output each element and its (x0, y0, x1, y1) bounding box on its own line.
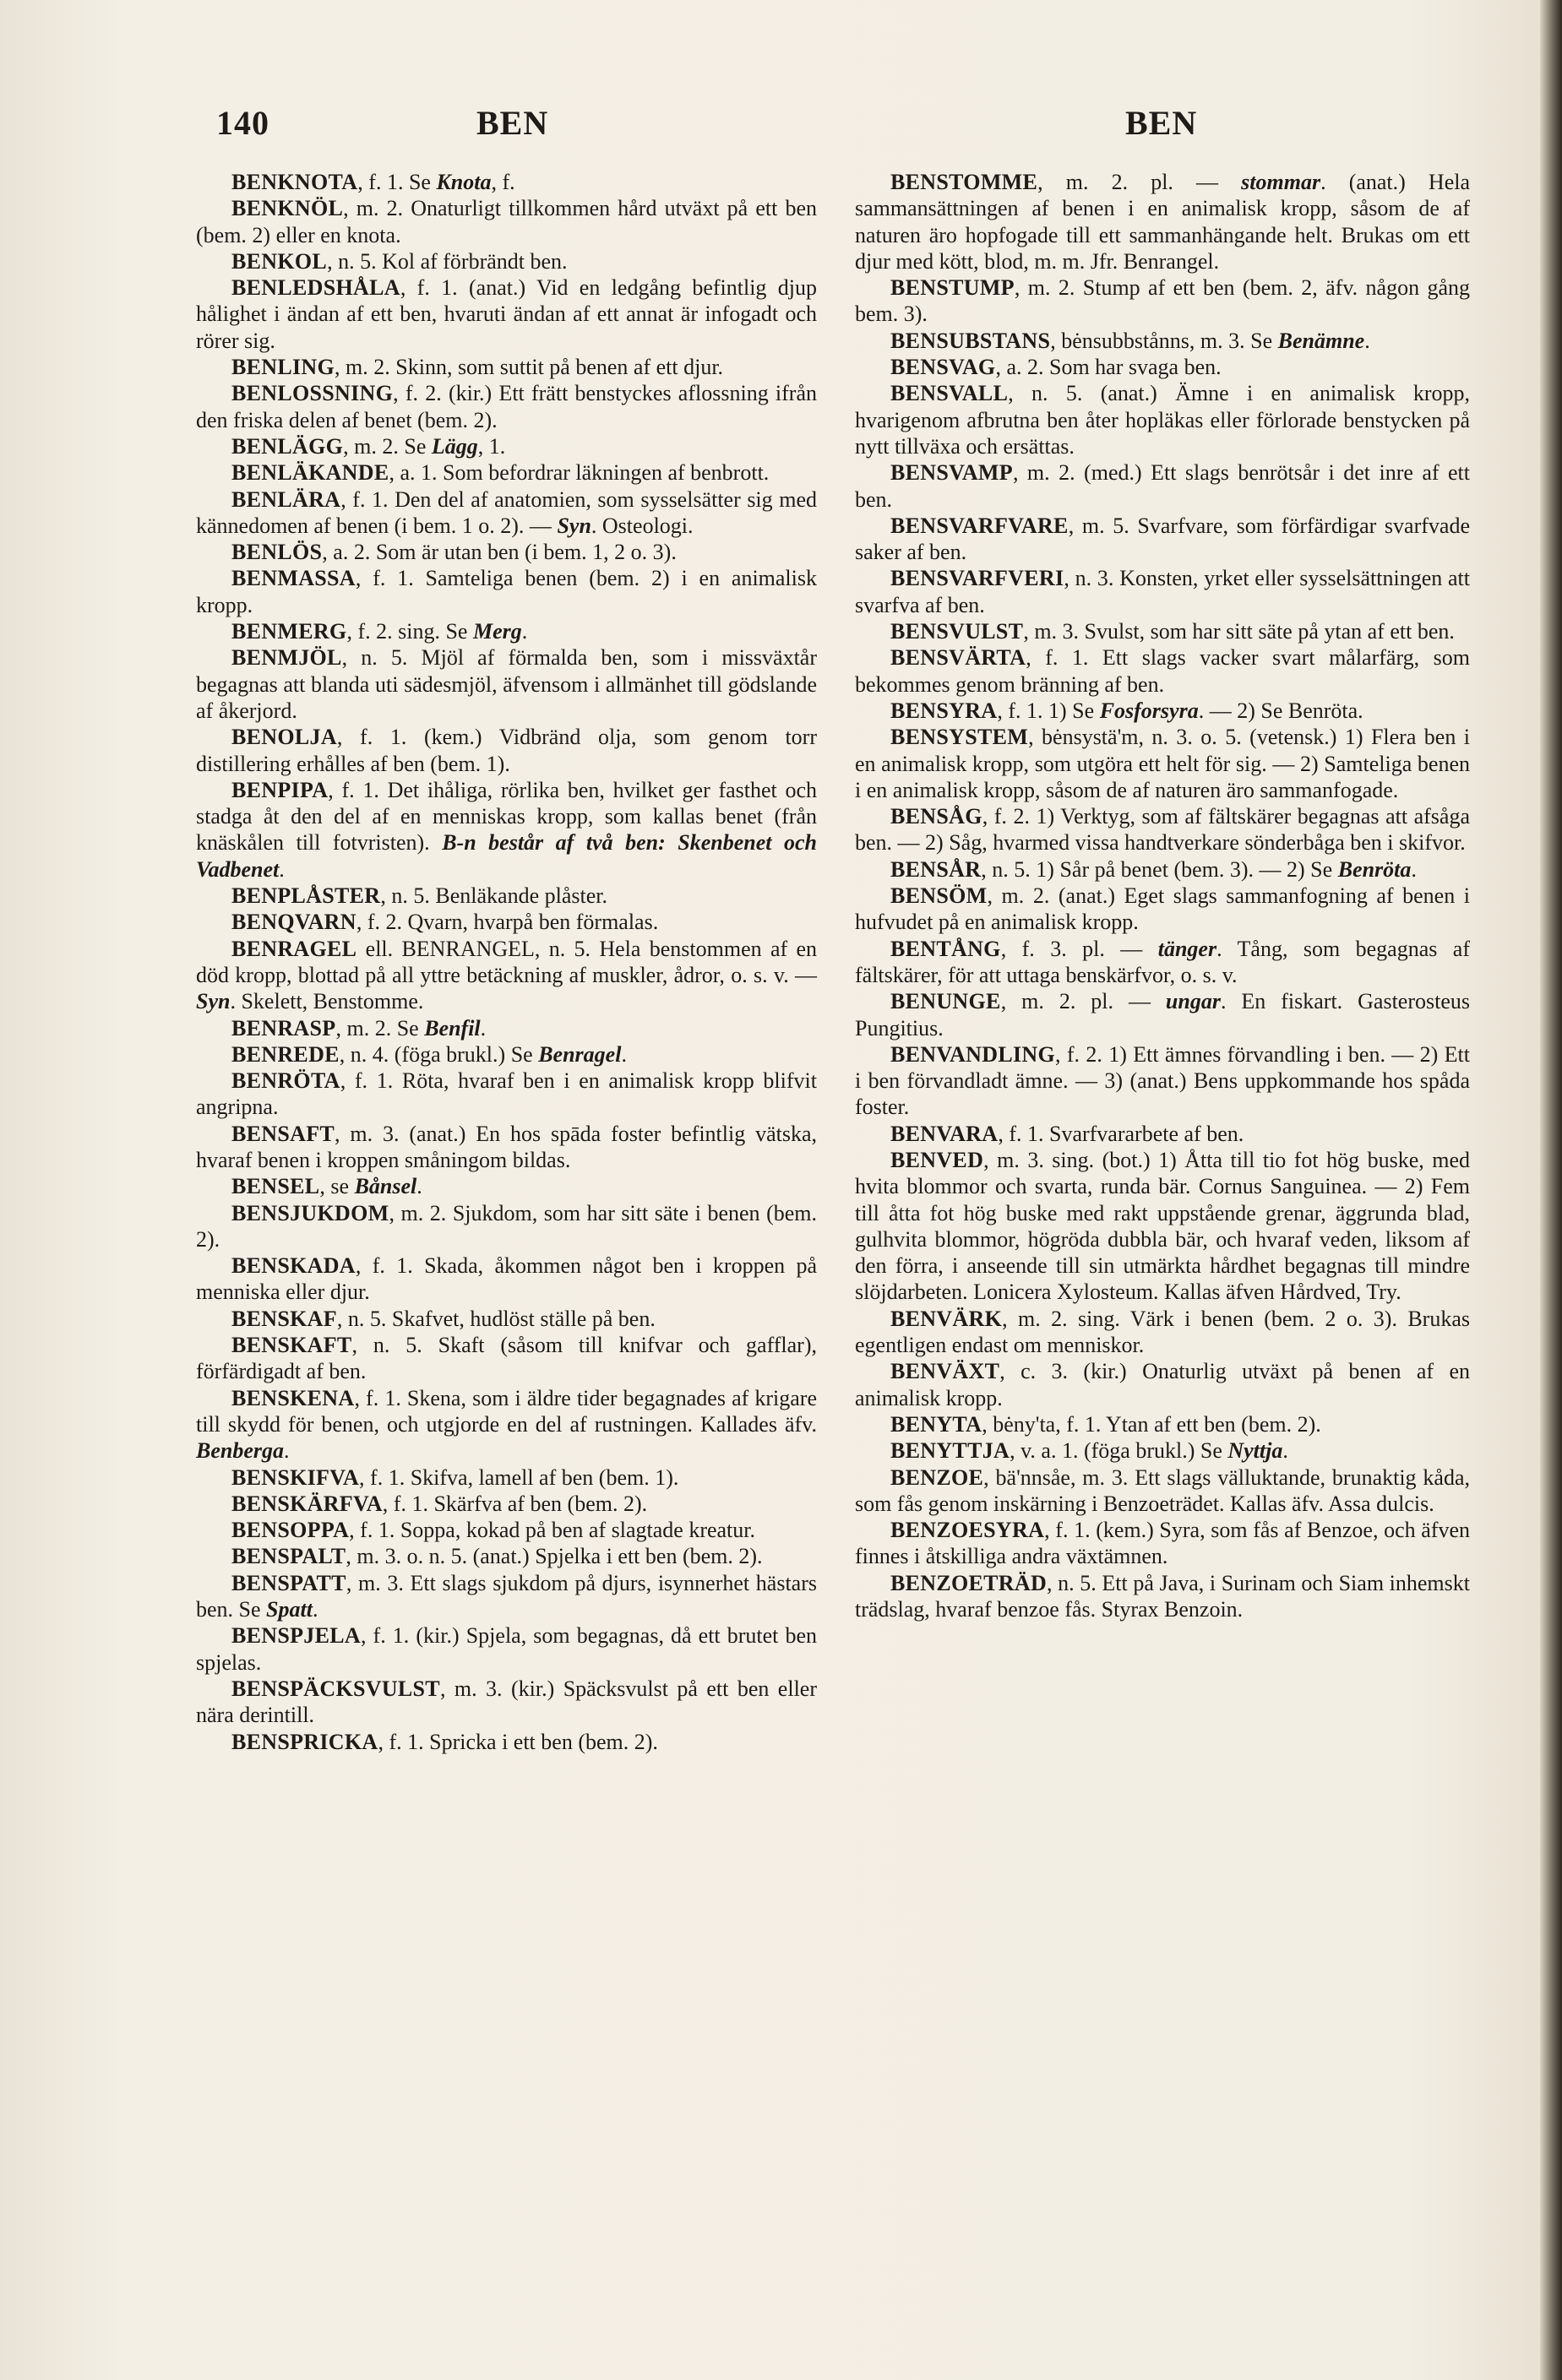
entry-definition-tail: . (521, 619, 528, 644)
entry-headword: BENSÖM (890, 883, 988, 909)
entry-definition: , n. 5. Mjöl af förmalda ben, som i missväxtår begagnas att blanda uti sädesmjöl, äfvensom i allmänhet till gödslande af åkerjord. (196, 645, 817, 723)
entry-definition: , f. 2. sing. Se (346, 619, 473, 644)
entry-definition-tail: . (1282, 1438, 1288, 1464)
entry-definition: , f. 1. (kir.) Spjela, som begagnas, då ett brutet ben spjelas. (196, 1623, 817, 1675)
entry-headword: BENLING (231, 355, 335, 380)
entry-cross-reference: ungar (1165, 989, 1221, 1014)
entry-definition: , bėny'ta, f. 1. Ytan af ett ben (bem. 2). (982, 1411, 1321, 1437)
page-number: 140 (216, 104, 269, 142)
entry-cross-reference: Knota (436, 170, 492, 194)
entry-headword: BENRAGEL (231, 936, 357, 961)
entry-definition: , m. 5. Svarfvare, som förfärdigar svarfvade saker af ben. (855, 513, 1470, 565)
entry-definition: , m. 2. Se (335, 1015, 425, 1041)
entry-headword: BENVANDLING (890, 1041, 1055, 1067)
entry-definition-tail: . (312, 1597, 318, 1622)
entry-headword: BENSKAFT (231, 1333, 352, 1358)
entry-definition-tail: . (284, 1438, 290, 1464)
entry-definition: , m. 3. (anat.) En hos spāda foster befintlig vätska, hvaraf benen i kroppen småningom bildas. (196, 1121, 817, 1172)
entry-definition: , f. 1. Skena, som i äldre tider begagnades af krigare till skydd för benen, och utgjorde en del af rustningen. Kallades äfv. (196, 1385, 817, 1437)
dictionary-entry (855, 1041, 1470, 1121)
entry-headword: BENVARA (890, 1121, 999, 1146)
left-running-head: BEN (476, 104, 549, 142)
dictionary-entry (196, 1543, 817, 1569)
entry-definition: , f. 1. Svarfvararbete af ben. (998, 1121, 1244, 1146)
entry-definition: , f. 1. Ett slags vacker svart målarfärg, som bekommes genom bränning af ben. (855, 645, 1470, 697)
dictionary-entry (855, 1306, 1470, 1359)
dictionary-entry (855, 883, 1470, 936)
dictionary-entry (196, 1729, 817, 1755)
entry-cross-reference: stommar (1241, 170, 1321, 194)
dictionary-entry (196, 539, 817, 565)
dictionary-entry (855, 1358, 1470, 1411)
entry-headword: BENSVAG (890, 355, 996, 380)
dictionary-entry (196, 1173, 817, 1199)
dictionary-entry (196, 169, 817, 195)
entry-definition: , n. 5. Skaft (såsom till knifvar och gafflar), förfärdigadt af ben. (196, 1333, 817, 1384)
entry-definition: , n. 5. Benläkande plåster. (380, 883, 607, 909)
entry-definition: , a. 2. Som har svaga ben. (995, 355, 1222, 380)
entry-cross-reference: Syn (557, 513, 591, 538)
entry-definition: , m. 2. sing. Värk i benen (bem. 2 o. 3). Brukas egentligen endast om menniskor. (855, 1306, 1470, 1358)
dictionary-entry (855, 513, 1470, 566)
entry-definition: , f. 1. Spricka i ett ben (bem. 2). (378, 1729, 658, 1754)
dictionary-entry (196, 1252, 817, 1306)
entry-definition: , a. 1. Som befordrar läkningen af benbrott. (389, 460, 770, 486)
entry-definition-tail: . — 2) Se Benröta. (1198, 698, 1363, 723)
entry-headword: BENSOPPA (231, 1518, 350, 1543)
entry-definition: , n. 5. Kol af förbrändt ben. (327, 248, 568, 274)
dictionary-entry (196, 459, 817, 486)
entry-cross-reference: Benragel (538, 1041, 622, 1067)
dictionary-entry (196, 1676, 817, 1729)
entry-headword: BENLEDSHÅLA (231, 275, 400, 301)
entry-definition: , a. 2. Som är utan ben (i bem. 1, 2 o. 3). (322, 540, 677, 565)
entry-headword: BENKOL (231, 248, 328, 274)
entry-definition: , m. 2. Onaturligt tillkommen hård utväxt på ett ben (bem. 2) eller en knota. (196, 196, 817, 247)
dictionary-entry (855, 724, 1470, 803)
dictionary-entry (196, 1570, 817, 1623)
entry-definition: , v. a. 1. (föga brukl.) Se (1010, 1438, 1228, 1464)
entry-cross-reference: tänger (1157, 936, 1217, 961)
dictionary-entry (855, 1437, 1470, 1464)
dictionary-entry (196, 380, 817, 433)
entry-cross-reference: Merg (472, 619, 522, 644)
entry-definition: , f. 3. pl. — (1000, 936, 1158, 961)
dictionary-entry (196, 724, 817, 777)
dictionary-entry (196, 1041, 817, 1068)
entry-definition-tail: . (416, 1174, 422, 1199)
entry-headword: BENSVARFVARE (890, 513, 1069, 538)
entry-definition-tail: . Tång, som begagnas af fältskärer, för att uttaga benskärfvor, o. s. v. (855, 936, 1471, 987)
entry-headword: BENSKENA (231, 1385, 355, 1410)
dictionary-entry (196, 248, 817, 274)
entry-headword: BENYTA (890, 1411, 982, 1437)
entry-definition: , f. 1. Skifva, lamell af ben (bem. 1). (359, 1464, 679, 1490)
entry-headword: BENSKIFVA (231, 1464, 360, 1490)
entry-definition-tail: . (anat.) Hela sammansättningen af benen i en animalisk kropp, såsom de af naturen äro hopfogade till ett sammanhängande helt. Brukas om ett djur med kött, blod, m. m. Jfr. Benrangel. (855, 170, 1471, 274)
right-column (855, 169, 1470, 1622)
dictionary-entry (855, 380, 1470, 459)
entry-cross-reference: Fosforsyra (1099, 698, 1199, 723)
entry-definition-tail: , f. (491, 170, 515, 194)
entry-headword: BENPIPA (231, 777, 329, 802)
entry-headword: BENLÄRA (231, 486, 341, 512)
entry-definition: , f. 1. Soppa, kokad på ben af slagtade kreatur. (349, 1518, 756, 1543)
entry-headword: BENYTTJA (890, 1438, 1010, 1464)
entry-definition: , c. 3. (kir.) Onaturlig utväxt på benen af en animalisk kropp. (855, 1359, 1470, 1410)
entry-cross-reference: Spatt (266, 1597, 313, 1622)
entry-definition: , m. 2. pl. — (1000, 989, 1166, 1014)
entry-headword: BENSPATT (231, 1570, 346, 1595)
entry-headword: BENMJÖL (231, 645, 342, 671)
dictionary-entry (196, 1306, 817, 1332)
entry-definition: , m. 2. (med.) Ett slags benrötsår i det inre af ett ben. (855, 460, 1470, 512)
entry-headword: BENSKADA (231, 1253, 356, 1279)
entry-definition: , f. 1. Skärfva af ben (bem. 2). (382, 1491, 648, 1516)
entry-definition: , m. 2. (anat.) Eget slags sammanfogning af benen i hufvudet på en animalisk kropp. (855, 883, 1470, 935)
entry-headword: BENLÄKANDE (231, 460, 389, 486)
entry-headword: BENSÅR (890, 856, 982, 882)
entry-definition: , m. 3. o. n. 5. (anat.) Spjelka i ett ben (bem. 2). (346, 1544, 763, 1569)
left-column (196, 169, 817, 1755)
entry-headword: BENSTUMP (890, 275, 1015, 301)
entry-headword: BENTÅNG (890, 936, 1001, 961)
book-binding-edge (1540, 0, 1562, 2380)
dictionary-entry (196, 354, 817, 380)
entry-definition: , m. 2. Stump af ett ben (bem. 2, äfv. någon gång bem. 3). (855, 275, 1470, 327)
entry-headword: BENSKÄRFVA (231, 1491, 383, 1516)
dictionary-entry (855, 644, 1470, 698)
entry-definition: , m. 2. Se (343, 433, 432, 459)
entry-cross-reference: Benfil (424, 1015, 481, 1041)
entry-definition: , f. 1. (kem.) Syra, som fås af Benzoe, och äfven finnes i åtskilliga andra växtämnen. (855, 1518, 1470, 1569)
entry-definition: , n. 3. Konsten, yrket eller sysselsättningen att svarfva af ben. (855, 566, 1470, 617)
entry-definition: , f. 1. (kem.) Vidbränd olja, som genom torr distillering erhålles af ben (bem. 1). (196, 725, 817, 776)
entry-headword: BENUNGE (890, 989, 1001, 1014)
entry-headword: BENVÄRK (890, 1306, 1003, 1331)
entry-headword: BENSEL (231, 1174, 320, 1199)
dictionary-entry (855, 988, 1470, 1041)
entry-headword: BENLÄGG (231, 433, 344, 459)
entry-definition: , bėnsystä'm, n. 3. o. 5. (vetensk.) 1) Flera ben i en animalisk kropp, som utgöra ett helt för sig. — 2) Samteliga benen i en animalisk kropp, såsom de af naturen äro sammanfogade. (855, 725, 1470, 802)
entry-definition: , n. 5. (anat.) Ämne i en animalisk kropp, hvarigenom afbrutna ben åter hopläkas eller förlorade benstycken på nytt tillväxa och ersättas. (855, 381, 1470, 459)
entry-headword: BENSÅG (890, 804, 982, 829)
page-header (196, 103, 1227, 154)
entry-definition: ell. BENRANGEL, n. 5. Hela benstommen af en död kropp, blottad på all yttre betäckning af muskler, ådror, o. s. v. — (196, 936, 817, 987)
dictionary-entry (196, 1121, 817, 1174)
entry-headword: BENSYRA (890, 698, 998, 723)
entry-definition: , f. 1. Skada, åkommen något ben i kroppen på menniska eller djur. (196, 1253, 817, 1305)
entry-definition: , bä'nnsåe, m. 3. Ett slags välluktande, brunaktig kåda, som fås genom inskärning i Benzoeträdet. Kallas äfv. Assa dulcis. (855, 1464, 1470, 1516)
entry-definition: , f. 1. 1) Se (997, 698, 1100, 723)
dictionary-entry (196, 1200, 817, 1253)
dictionary-entry (855, 1570, 1470, 1623)
entry-headword: BENSPALT (231, 1544, 346, 1569)
entry-definition: , f. 1. (anat.) Vid en ledgång befintlig djup hålighet i ändan af ett ben, hvaruti ändan af ett annat är infogadt och rörer sig. (196, 275, 817, 353)
entry-headword: BENSJUKDOM (231, 1200, 389, 1225)
dictionary-entry (855, 459, 1470, 513)
entry-definition-tail: . (1411, 856, 1417, 882)
entry-headword: BENSVULST (890, 619, 1024, 644)
entry-definition-tail: . (621, 1041, 627, 1067)
entry-cross-reference: Benröta (1337, 856, 1412, 882)
entry-headword: BENKNOTA (231, 170, 358, 194)
entry-definition-tail: . (1364, 328, 1370, 353)
entry-headword: BENMASSA (231, 566, 356, 591)
dictionary-entry (196, 1015, 817, 1041)
entry-headword: BENSKAF (231, 1306, 337, 1331)
dictionary-entry (855, 354, 1470, 380)
entry-definition-tail: . Skelett, Benstomme. (230, 989, 424, 1014)
entry-headword: BENREDE (231, 1041, 340, 1067)
entry-headword: BENLÖS (231, 540, 323, 565)
entry-definition: , f. 1. Den del af anatomien, som sysselsätter sig med kännedomen af benen (i bem. 1 o. 2). — (196, 486, 817, 538)
entry-definition: , f. 1. Se (357, 170, 437, 194)
entry-headword: BENRÖTA (231, 1068, 340, 1094)
entry-cross-reference: Benämne (1277, 328, 1365, 353)
entry-definition: , n. 5. Ett på Java, i Surinam och Siam inhemskt trädslag, hvaraf benzoe fås. Styrax Benzoin. (855, 1570, 1470, 1622)
dictionary-entry (196, 1385, 817, 1464)
dictionary-entry (855, 1517, 1470, 1570)
entry-headword: BENQVARN (231, 910, 356, 935)
entry-headword: BENOLJA (231, 725, 337, 750)
dictionary-entry (196, 1068, 817, 1121)
entry-cross-reference: B-n består af två ben: Skenbenet och Vadbenet (196, 830, 817, 882)
entry-cross-reference: Lägg (431, 433, 478, 459)
entry-headword: BENSPRICKA (231, 1729, 378, 1754)
entry-definition: , m. 3. (kir.) Späcksvulst på ett ben eller nära derintill. (196, 1676, 817, 1728)
dictionary-entry (855, 169, 1470, 274)
dictionary-entry (196, 565, 817, 618)
entry-headword: BENSPÄCKSVULST (231, 1676, 440, 1701)
dictionary-entry (855, 698, 1470, 724)
entry-definition: , f. 2. (kir.) Ett frätt benstyckes aflossning ifrån den friska delen af benet (bem. 2). (196, 381, 817, 432)
entry-definition: , bėnsubbstånns, m. 3. Se (1050, 328, 1278, 353)
dictionary-entry (196, 909, 817, 935)
entry-headword: BENZOE (890, 1464, 984, 1490)
entry-cross-reference: Nyttja (1227, 1438, 1283, 1464)
entry-headword: BENRASP (231, 1015, 336, 1041)
entry-definition: , n. 5. Skafvet, hudlöst ställe på ben. (336, 1306, 656, 1331)
entry-definition: , f. 2. Qvarn, hvarpå ben förmalas. (356, 910, 659, 935)
entry-headword: BENSVÄRTA (890, 645, 1026, 671)
entry-definition-tail: . (279, 856, 285, 882)
entry-headword: BENSVALL (890, 381, 1009, 406)
dictionary-entry (196, 486, 817, 540)
entry-definition: , m. 2. pl. — (1037, 170, 1242, 194)
entry-definition: , m. 3. Svulst, som har sitt säte på ytan af ett ben. (1023, 619, 1455, 644)
entry-headword: BENZOESYRA (890, 1518, 1045, 1543)
dictionary-entry (855, 803, 1470, 856)
right-running-head: BEN (1125, 104, 1198, 142)
dictionary-entry (196, 1517, 817, 1543)
dictionary-entry (196, 883, 817, 909)
entry-definition: , n. 4. (föga brukl.) Se (339, 1041, 539, 1067)
entry-definition: , n. 5. 1) Sår på benet (bem. 3). — 2) Se (981, 856, 1338, 882)
entry-headword: BENSUBSTANS (890, 328, 1051, 353)
dictionary-entry (196, 777, 817, 883)
entry-headword: BENMERG (231, 619, 347, 644)
dictionary-entry (855, 565, 1470, 618)
entry-headword: BENPLÅSTER (231, 883, 381, 909)
dictionary-entry (855, 1147, 1470, 1306)
entry-definition: , f. 1. Det ihåliga, rörlika ben, hvilket ger fasthet och stadga åt den del af en menniskas kropp, som kallas benet (från knäskålen till fotvristen). (196, 777, 817, 856)
dictionary-entry (855, 618, 1470, 644)
entry-definition: , f. 2. 1) Verktyg, som af fältskärer begagnas att afsåga ben. — 2) Såg, hvarmed vissa handtverkare sönderbåga ben i skifvor. (855, 804, 1470, 856)
entry-headword: BENSPJELA (231, 1623, 361, 1649)
dictionary-entry (196, 618, 817, 644)
entry-cross-reference: Bånsel (354, 1174, 417, 1199)
dictionary-entry (855, 936, 1470, 989)
dictionary-entry (196, 644, 817, 724)
dictionary-entry (196, 1464, 817, 1491)
entry-headword: BENSTOMME (890, 170, 1038, 194)
entry-definition: , m. 2. Sjukdom, som har sitt säte i benen (bem. 2). (196, 1200, 817, 1252)
entry-headword: BENVED (890, 1147, 984, 1172)
dictionary-entry (855, 856, 1470, 883)
entry-definition: , m. 3. sing. (bot.) 1) Åtta till tio fot hög buske, med hvita blommor och svarta, runda bär. Cornus Sanguinea. — 2) Fem till åtta fot hög buske med rakt uppstående grenar, äggrunda blad, gulhvita blommor, högröda dubbla bär, och hvaraf veden, liksom af den förra, i anseende till sin utmärkta hårdhet begagnas till mindre slöjdarbeten. Lonicera Xylosteum. Kallas äfven Hårdved, Try. (855, 1147, 1470, 1305)
dictionary-entry (196, 1332, 817, 1385)
entry-definition: , f. 1. Samteliga benen (bem. 2) i en animalisk kropp. (196, 566, 817, 617)
entry-definition-tail: . (480, 1015, 487, 1041)
dictionary-entry (196, 1622, 817, 1676)
entry-headword: BENZOETRÄD (890, 1570, 1048, 1595)
entry-definition-tail: , 1. (477, 433, 506, 459)
dictionary-entry (196, 274, 817, 354)
dictionary-entry (196, 936, 817, 1015)
entry-definition: , m. 3. Ett slags sjukdom på djurs, isynnerhet hästars ben. Se (196, 1570, 817, 1622)
entry-cross-reference: Benberga (196, 1438, 284, 1464)
entry-definition-tail: . Osteologi. (591, 513, 694, 538)
entry-headword: BENSVAMP (890, 460, 1013, 486)
entry-headword: BENLOSSNING (231, 381, 394, 406)
dictionary-entry (855, 274, 1470, 328)
entry-headword: BENSYSTEM (890, 725, 1029, 750)
entry-definition: , f. 1. Röta, hvaraf ben i en animalisk kropp blifvit angripna. (196, 1068, 817, 1120)
entry-definition-tail: . En fiskart. Gasterosteus Pungitius. (855, 989, 1470, 1041)
entry-definition: , m. 2. Skinn, som suttit på benen af ett djur. (335, 355, 724, 380)
dictionary-entry (855, 328, 1470, 354)
dictionary-entry (855, 1411, 1470, 1437)
dictionary-entry (196, 433, 817, 459)
entry-headword: BENKNÖL (231, 196, 344, 221)
entry-headword: BENVÄXT (890, 1359, 1000, 1384)
dictionary-entry (196, 195, 817, 248)
dictionary-entry (855, 1464, 1470, 1518)
entry-headword: BENSAFT (231, 1121, 335, 1146)
entry-definition: , f. 2. 1) Ett ämnes förvandling i ben. — 2) Ett i ben förvandladt ämne. — 3) (anat.) Bens uppkommande hos spåda foster. (855, 1041, 1470, 1120)
entry-definition: , se (319, 1174, 355, 1199)
dictionary-entry (196, 1491, 817, 1517)
dictionary-entry (855, 1121, 1470, 1147)
entry-cross-reference: Syn (196, 989, 231, 1014)
entry-headword: BENSVARFVERI (890, 566, 1064, 591)
